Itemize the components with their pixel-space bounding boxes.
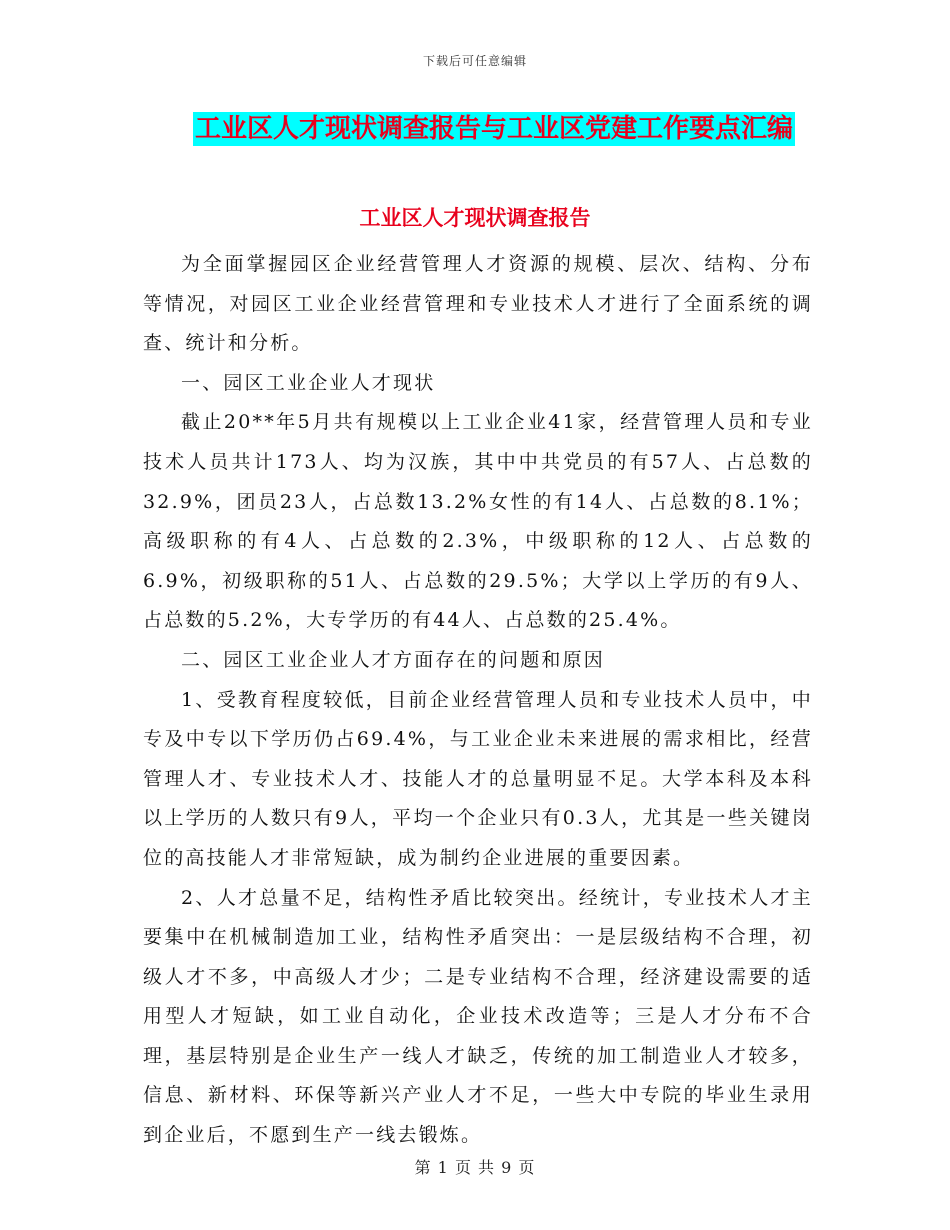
heading-current-status: 一、园区工业企业人才现状 [181, 371, 436, 394]
section-title: 工业区人才现状调查报告 [359, 206, 591, 230]
document-title: 工业区人才现状调查报告与工业区党建工作要点汇编 [195, 114, 794, 144]
paragraph-intro: 为全面掌握园区企业经营管理人才资源的规模、层次、结构、分布等情况，对园区工业企业经营管理和专业技术人才进行了全面系统的调查、统计和分析。 [143, 253, 813, 355]
body-text [143, 245, 813, 1156]
page-footer: 第 1 页 共 9 页 [414, 1158, 536, 1177]
paragraph-statistics: 截止20**年5月共有规模以上工业企业41家，经营管理人员和专业技术人员共计173人、均为汉族，其中中共党员的有57人、占总数的32.9%，团员23人，占总数13.2%女性的有14人、占总数的8.1%；高级职称的有4人、占总数的2.3%，中级职称的12人、占总数的6.9%，初级职称的51人、占总数的29.5%；大学以上学历的有9人、占总数的5.2%，大专学历的有44人、占总数的25.4%。 [143, 411, 813, 632]
page-header: 下载后可任意编辑 [422, 54, 527, 68]
paragraph-education-level: 1、受教育程度较低，目前企业经营管理人员和专业技术人员中，中专及中专以下学历仍占69.4%，与工业企业未来进展的需求相比，经营管理人才、专业技术人才、技能人才的总量明显不足。大学本科及本科以上学历的人数只有9人，平均一个企业只有0.3人，尤其是一些关键岗位的高技能人才非常短缺，成为制约企业进展的重要因素。 [143, 688, 813, 869]
heading-problems: 二、园区工业企业人才方面存在的问题和原因 [181, 648, 606, 671]
paragraph-structural-issues: 2、人才总量不足，结构性矛盾比较突出。经统计，专业技术人才主要集中在机械制造加工业，结构性矛盾突出：一是层级结构不合理，初级人才不多，中高级人才少；二是专业结构不合理，经济建设需要的适用型人才短缺，如工业自动化，企业技术改造等；三是人才分布不合理，基层特别是企业生产一线人才缺乏，传统的加工制造业人才较多，信息、新材料、环保等新兴产业人才不足，一些大中专院的毕业生录用到企业后，不愿到生产一线去锻炼。 [143, 886, 813, 1147]
